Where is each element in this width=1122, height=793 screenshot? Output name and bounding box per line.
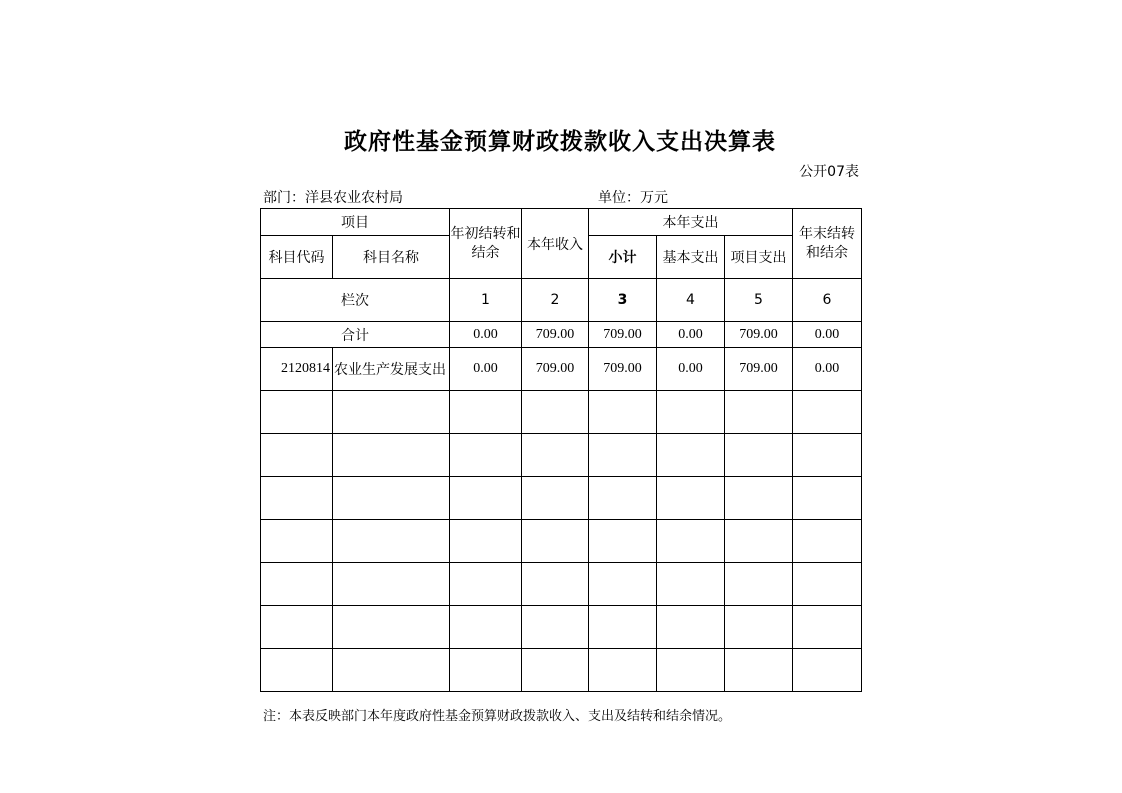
empty-cell: [333, 520, 450, 563]
total-basic: 0.00: [657, 322, 725, 348]
header-basic: 基本支出: [657, 236, 725, 279]
empty-cell: [522, 649, 589, 692]
empty-cell: [793, 606, 862, 649]
column-index-1: 1: [450, 279, 522, 322]
header-item-name: 科目名称: [333, 236, 450, 279]
total-row: [261, 322, 862, 348]
header-item-code: 科目代码: [261, 236, 333, 279]
empty-cell: [261, 391, 333, 434]
empty-cell: [589, 649, 657, 692]
empty-cell: [450, 477, 522, 520]
header-item: 项目: [261, 209, 450, 236]
row-code: 2120814: [261, 348, 333, 391]
empty-cell: [261, 649, 333, 692]
empty-row: [261, 563, 862, 606]
empty-cell: [522, 520, 589, 563]
department-label: 部门：洋县农业农村局: [263, 190, 403, 206]
empty-cell: [261, 563, 333, 606]
column-index-row: [261, 279, 862, 322]
empty-cell: [450, 520, 522, 563]
row-begin-balance: 0.00: [450, 348, 522, 391]
empty-cell: [333, 391, 450, 434]
empty-row: [261, 434, 862, 477]
empty-cell: [261, 606, 333, 649]
empty-cell: [725, 477, 793, 520]
column-index-4: 4: [657, 279, 725, 322]
empty-cell: [657, 649, 725, 692]
header-row-1: [261, 209, 862, 236]
header-subtotal: 小计: [589, 236, 657, 279]
empty-cell: [725, 606, 793, 649]
empty-row: [261, 649, 862, 692]
empty-cell: [450, 606, 522, 649]
empty-cell: [522, 477, 589, 520]
form-code: 公开07表: [799, 164, 859, 180]
empty-cell: [657, 391, 725, 434]
empty-cell: [725, 434, 793, 477]
empty-cell: [261, 434, 333, 477]
empty-cell: [657, 520, 725, 563]
empty-cell: [333, 606, 450, 649]
table-row: [261, 348, 862, 391]
column-index-2: 2: [522, 279, 589, 322]
empty-cell: [589, 606, 657, 649]
empty-cell: [725, 649, 793, 692]
header-income: 本年收入: [522, 209, 589, 279]
empty-cell: [793, 649, 862, 692]
row-end-balance: 0.00: [793, 348, 862, 391]
column-index-label: 栏次: [261, 279, 450, 322]
footnote: 注：本表反映部门本年度政府性基金预算财政拨款收入、支出及结转和结余情况。: [263, 709, 732, 724]
empty-cell: [793, 477, 862, 520]
empty-cell: [589, 391, 657, 434]
budget-table: [260, 208, 862, 692]
total-income: 709.00: [522, 322, 589, 348]
empty-cell: [589, 477, 657, 520]
total-subtotal: 709.00: [589, 322, 657, 348]
empty-cell: [793, 520, 862, 563]
unit-label: 单位：万元: [598, 190, 668, 206]
row-subtotal: 709.00: [589, 348, 657, 391]
empty-row: [261, 606, 862, 649]
empty-row: [261, 520, 862, 563]
total-label: 合计: [261, 322, 450, 348]
empty-cell: [589, 563, 657, 606]
column-index-3: 3: [589, 279, 657, 322]
empty-cell: [725, 520, 793, 563]
empty-cell: [333, 649, 450, 692]
header-end-balance: 年末结转和结余: [793, 209, 862, 279]
column-index-6: 6: [793, 279, 862, 322]
row-basic: 0.00: [657, 348, 725, 391]
row-name: 农业生产发展支出: [333, 348, 450, 391]
header-expense: 本年支出: [589, 209, 793, 236]
empty-cell: [522, 434, 589, 477]
empty-row: [261, 391, 862, 434]
empty-cell: [589, 434, 657, 477]
empty-cell: [657, 477, 725, 520]
empty-cell: [450, 649, 522, 692]
empty-cell: [450, 391, 522, 434]
report-title: 政府性基金预算财政拨款收入支出决算表: [344, 129, 776, 155]
empty-cell: [261, 520, 333, 563]
empty-row: [261, 477, 862, 520]
empty-cell: [333, 477, 450, 520]
row-project: 709.00: [725, 348, 793, 391]
empty-cell: [657, 434, 725, 477]
empty-cell: [522, 563, 589, 606]
empty-cell: [657, 563, 725, 606]
empty-cell: [725, 391, 793, 434]
column-index-5: 5: [725, 279, 793, 322]
row-income: 709.00: [522, 348, 589, 391]
empty-cell: [793, 434, 862, 477]
empty-cell: [522, 606, 589, 649]
empty-cell: [450, 563, 522, 606]
total-begin-balance: 0.00: [450, 322, 522, 348]
empty-cell: [589, 520, 657, 563]
empty-cell: [261, 477, 333, 520]
header-project: 项目支出: [725, 236, 793, 279]
empty-cell: [793, 563, 862, 606]
empty-cell: [522, 391, 589, 434]
total-end-balance: 0.00: [793, 322, 862, 348]
header-begin-balance: 年初结转和结余: [450, 209, 522, 279]
empty-cell: [450, 434, 522, 477]
empty-cell: [333, 563, 450, 606]
empty-cell: [725, 563, 793, 606]
empty-cell: [793, 391, 862, 434]
empty-cell: [657, 606, 725, 649]
empty-cell: [333, 434, 450, 477]
total-project: 709.00: [725, 322, 793, 348]
